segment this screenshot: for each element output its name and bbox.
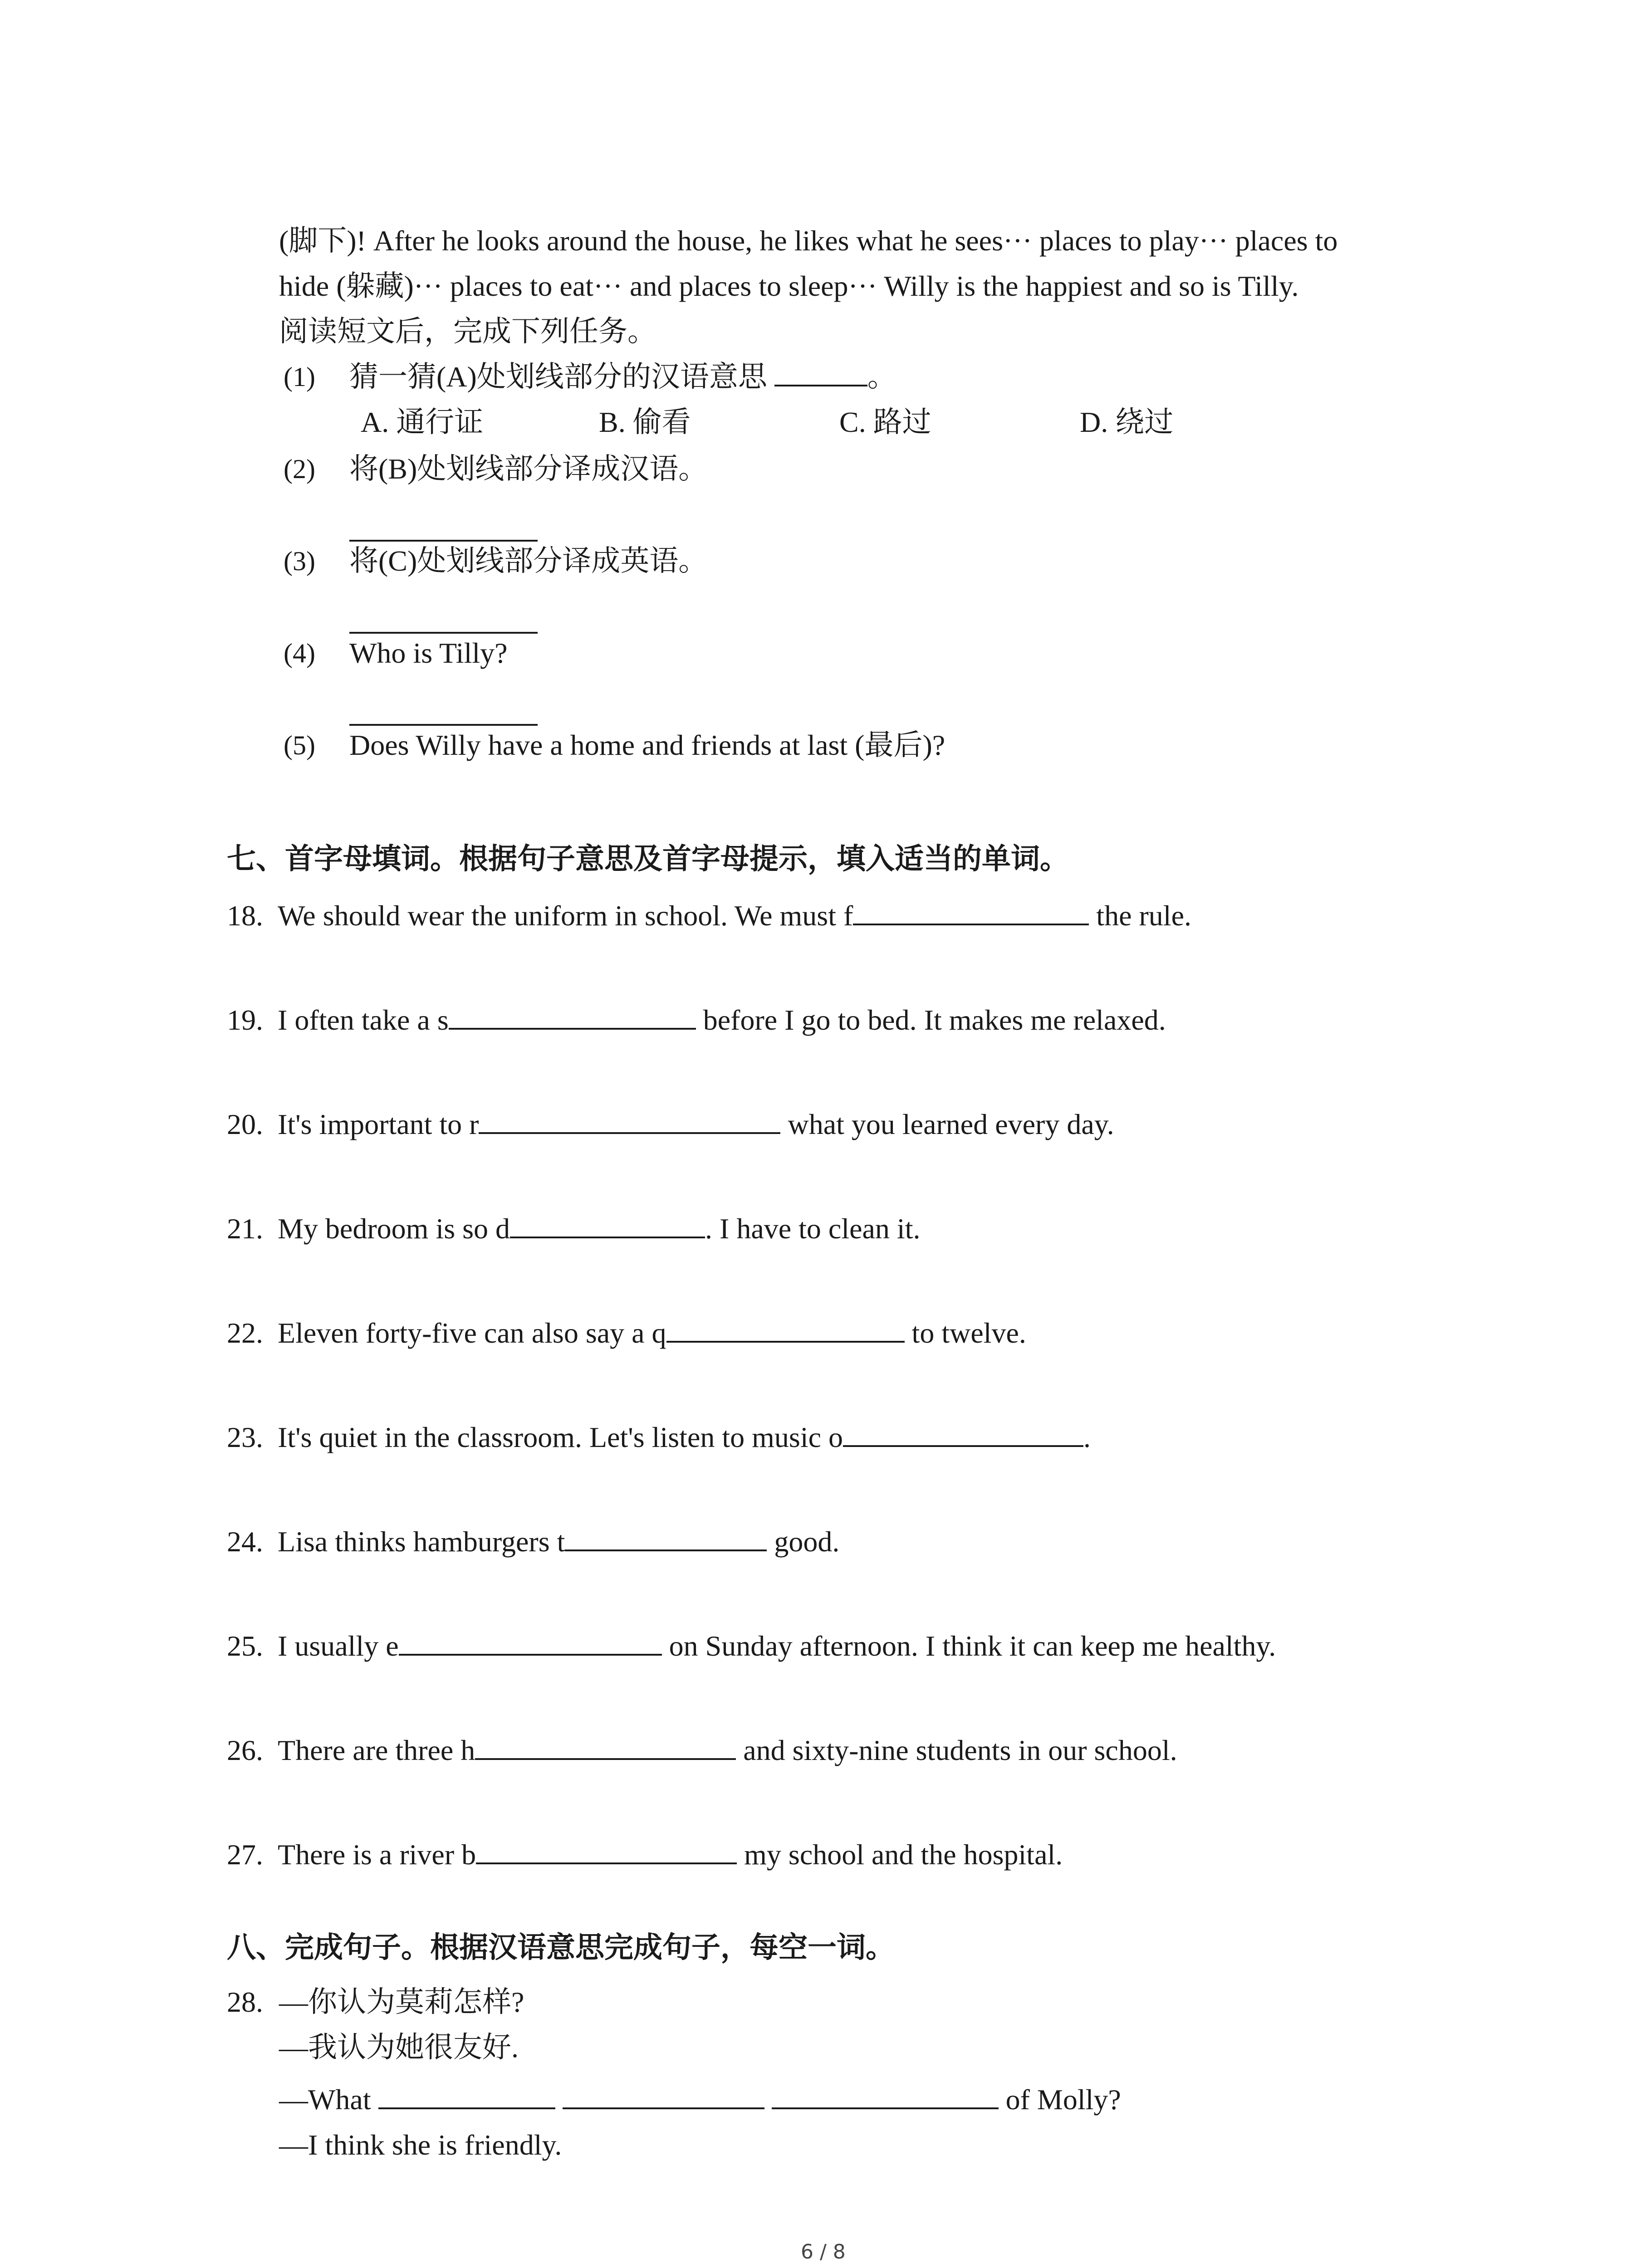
question-suffix: of Molly? <box>998 2083 1121 2116</box>
question-number: 20. <box>227 1108 263 1140</box>
option-c: C. 路过 <box>839 406 931 438</box>
question-number: 24. <box>227 1525 263 1558</box>
question-number: 18. <box>227 899 263 932</box>
question-suffix: what you learned every day. <box>780 1108 1114 1140</box>
question-number: 27. <box>227 1838 263 1871</box>
answer-blank[interactable] <box>449 1001 696 1030</box>
question-22 <box>227 1313 1026 1353</box>
question-suffix: . I have to clean it. <box>705 1212 921 1245</box>
question-number: 21. <box>227 1212 263 1245</box>
task-number: (4) <box>284 638 315 668</box>
answer-blank[interactable] <box>565 1522 767 1551</box>
task-prompt: 猜一猜(A)处划线部分的汉语意思 <box>349 361 774 393</box>
passage-line-2: hide (躲藏)··· places to eat··· and places to sleep··· Willy is the happiest and so is Tilly. <box>279 270 1299 302</box>
task-suffix: 。 <box>867 361 896 393</box>
task-number: (5) <box>284 730 315 760</box>
question-suffix: and sixty-nine students in our school. <box>736 1734 1177 1766</box>
question-23 <box>227 1418 1091 1457</box>
task-number: (2) <box>284 454 315 484</box>
task-text: Who is Tilly? <box>349 637 508 669</box>
question-prompt: I often take a s <box>278 1004 449 1036</box>
answer-blank[interactable] <box>666 1314 905 1343</box>
question-20 <box>227 1105 1114 1144</box>
passage-line-1: (脚下)! After he looks around the house, he likes what he sees··· places to play··· places to <box>279 225 1338 257</box>
task-text: 将(C)处划线部分译成英语。 <box>349 545 708 577</box>
answer-blank-3[interactable] <box>772 2080 999 2109</box>
question-21 <box>227 1209 920 1249</box>
question-prompt: It's quiet in the classroom. Let's listen to music o <box>278 1421 843 1453</box>
question-suffix: . <box>1083 1421 1091 1453</box>
question-number: 22. <box>227 1317 263 1349</box>
answer-blank[interactable] <box>479 1105 780 1134</box>
question-prompt: Lisa thinks hamburgers t <box>278 1525 565 1558</box>
question-suffix: to twelve. <box>904 1317 1026 1349</box>
answer-blank[interactable] <box>399 1627 662 1656</box>
question-suffix: good. <box>767 1525 840 1558</box>
question-26 <box>227 1730 1177 1770</box>
question-prompt: My bedroom is so d <box>278 1212 510 1245</box>
answer-blank[interactable] <box>774 357 867 386</box>
question-18 <box>227 896 1191 936</box>
question-28-english-2: —I think she is friendly. <box>279 2129 562 2161</box>
question-28-english <box>279 2080 1121 2120</box>
answer-blank-2[interactable] <box>563 2080 764 2109</box>
question-28-zh-2: —我认为她很友好. <box>279 2031 519 2063</box>
question-25 <box>227 1626 1276 1666</box>
answer-blank[interactable] <box>843 1418 1083 1447</box>
question-19 <box>227 1000 1166 1040</box>
question-24 <box>227 1522 839 1562</box>
question-suffix: on Sunday afternoon. I think it can keep me healthy. <box>661 1630 1276 1662</box>
question-prompt: There are three h <box>278 1734 475 1766</box>
section-7-title: 七、首字母填词。根据句子意思及首字母提示，填入适当的单词。 <box>227 843 1069 875</box>
question-prompt: We should wear the uniform in school. We must f <box>278 899 853 932</box>
passage-instruction: 阅读短文后，完成下列任务。 <box>279 315 656 347</box>
task-text <box>349 357 896 397</box>
task-text: Does Willy have a home and friends at last (最后)? <box>349 729 945 761</box>
question-prompt: It's important to r <box>278 1108 479 1140</box>
question-prompt: I usually e <box>278 1630 399 1662</box>
question-28-zh-1: —你认为莫莉怎样? <box>279 1986 524 2018</box>
question-number: 19. <box>227 1004 263 1036</box>
option-a: A. 通行证 <box>361 406 484 438</box>
option-b: B. 偷看 <box>599 406 691 438</box>
answer-blank[interactable] <box>475 1731 736 1760</box>
question-suffix: before I go to bed. It makes me relaxed. <box>696 1004 1166 1036</box>
question-number: 26. <box>227 1734 263 1766</box>
question-28-number: 28. <box>227 1986 263 2018</box>
question-27 <box>227 1835 1063 1875</box>
option-d: D. 绕过 <box>1080 406 1174 438</box>
answer-blank[interactable] <box>853 896 1089 925</box>
task-text: 将(B)处划线部分译成汉语。 <box>349 453 708 485</box>
task-number: (1) <box>284 362 315 392</box>
question-suffix: the rule. <box>1089 899 1191 932</box>
section-8-title: 八、完成句子。根据汉语意思完成句子，每空一词。 <box>227 1931 895 1964</box>
task-number: (3) <box>284 546 315 576</box>
question-prompt: —What <box>279 2083 378 2116</box>
question-number: 23. <box>227 1421 263 1453</box>
question-suffix: my school and the hospital. <box>737 1838 1063 1871</box>
question-prompt: There is a river b <box>278 1838 476 1871</box>
answer-blank-1[interactable] <box>378 2080 555 2109</box>
answer-blank[interactable] <box>476 1835 737 1864</box>
question-prompt: Eleven forty-five can also say a q <box>278 1317 666 1349</box>
question-number: 25. <box>227 1630 263 1662</box>
answer-blank[interactable] <box>510 1209 705 1238</box>
page-number: 6 / 8 <box>801 2240 846 2263</box>
